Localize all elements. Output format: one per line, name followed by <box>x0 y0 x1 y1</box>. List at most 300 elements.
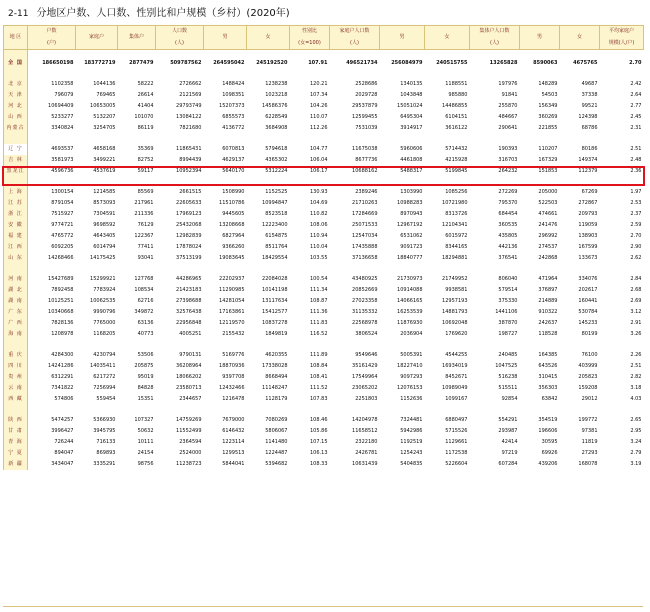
value-cell: 112379 <box>578 168 598 174</box>
header-population: 人口数 <box>156 26 204 38</box>
value-cell: 6217272 <box>93 374 116 380</box>
value-cell: 8970943 <box>400 211 423 217</box>
value-cell: 21423183 <box>176 287 202 293</box>
value-cell: 6228549 <box>265 114 288 120</box>
value-cell: 2.70 <box>629 60 642 66</box>
value-cell: 156349 <box>538 103 558 109</box>
value-cell: 242637 <box>538 320 558 326</box>
value-cell: 9549646 <box>355 352 378 358</box>
value-cell: 133673 <box>578 255 598 261</box>
value-cell: 360535 <box>498 222 518 228</box>
table-row <box>4 79 644 90</box>
value-cell: 85569 <box>137 189 154 195</box>
value-cell: 221855 <box>538 125 558 131</box>
value-cell: 106.04 <box>310 157 328 163</box>
value-cell: 17435888 <box>352 244 378 250</box>
value-cell: 92854 <box>501 396 518 402</box>
value-cell: 6146432 <box>222 428 245 434</box>
region-cell: 广 西 <box>4 318 28 329</box>
value-cell: 245192520 <box>256 60 288 66</box>
header-family-hh: 家庭户 <box>76 26 118 50</box>
value-cell: 14268466 <box>48 255 74 261</box>
value-cell: 5132207 <box>93 114 116 120</box>
value-cell: 7892458 <box>51 287 74 293</box>
value-cell: 5199845 <box>445 168 468 174</box>
value-cell: 97219 <box>501 450 518 456</box>
value-cell: 1849819 <box>265 331 288 337</box>
value-cell: 4537619 <box>93 168 116 174</box>
value-cell: 439206 <box>538 461 558 467</box>
region-cell: 青 海 <box>4 437 28 448</box>
value-cell: 198727 <box>498 331 518 337</box>
region-cell: 宁 夏 <box>4 448 28 459</box>
value-cell: 1129661 <box>445 439 468 445</box>
value-cell: 124398 <box>578 114 598 120</box>
value-cell: 2.65 <box>630 417 642 423</box>
value-cell: 21749952 <box>442 276 468 282</box>
value-cell: 6531062 <box>400 233 423 239</box>
value-cell: 196606 <box>538 428 558 434</box>
value-cell: 7324481 <box>400 417 423 423</box>
value-cell: 199772 <box>578 417 598 423</box>
value-cell: 6827964 <box>222 233 245 239</box>
value-cell: 8344165 <box>445 244 468 250</box>
value-cell: 1.97 <box>630 189 642 195</box>
table-header <box>4 26 644 50</box>
table-row <box>4 296 644 307</box>
value-cell: 2.31 <box>630 125 642 131</box>
value-cell: 30595 <box>541 439 558 445</box>
value-cell: 15412577 <box>262 309 288 315</box>
value-cell: 14281054 <box>219 298 245 304</box>
value-cell: 2.91 <box>630 320 642 326</box>
value-cell: 14586376 <box>262 103 288 109</box>
value-cell: 3254705 <box>93 125 116 131</box>
value-cell: 40773 <box>137 331 154 337</box>
value-cell: 130.93 <box>310 189 328 195</box>
value-cell: 6855573 <box>222 114 245 120</box>
value-cell: 14204978 <box>352 417 378 423</box>
value-cell: 516238 <box>498 374 518 380</box>
value-cell: 4596736 <box>51 168 74 174</box>
value-cell: 3335291 <box>93 461 116 467</box>
value-cell: 24154 <box>137 450 154 456</box>
value-cell: 8994439 <box>179 157 202 163</box>
value-cell: 17284669 <box>352 211 378 217</box>
value-cell: 9091723 <box>400 244 423 250</box>
header-coll-pop-unit: (人) <box>470 38 520 50</box>
value-cell: 108.46 <box>310 417 328 423</box>
value-cell: 1488424 <box>222 81 245 87</box>
value-cell: 1168205 <box>93 331 116 337</box>
value-cell: 5312224 <box>265 168 288 174</box>
value-cell: 16253539 <box>397 309 423 315</box>
value-cell: 1303990 <box>400 189 423 195</box>
value-cell: 15207373 <box>219 103 245 109</box>
value-cell: 5233277 <box>51 114 74 120</box>
value-cell: 164385 <box>538 352 558 358</box>
value-cell: 375330 <box>498 298 518 304</box>
value-cell: 20852669 <box>352 287 378 293</box>
value-cell: 3499221 <box>93 157 116 163</box>
value-cell: 2.82 <box>630 374 642 380</box>
value-cell: 217961 <box>134 200 154 206</box>
value-cell: 104.69 <box>310 200 328 206</box>
header-population-unit: (人) <box>156 38 204 50</box>
table-row <box>4 459 644 470</box>
value-cell: 31135332 <box>352 309 378 315</box>
value-cell: 2.95 <box>630 428 642 434</box>
value-cell: 14241286 <box>48 363 74 369</box>
value-cell: 118528 <box>538 331 558 337</box>
value-cell: 209793 <box>578 211 598 217</box>
value-cell: 1299513 <box>222 450 245 456</box>
value-cell: 190393 <box>470 144 520 155</box>
table-row <box>4 318 644 329</box>
value-cell: 67269 <box>581 189 598 195</box>
value-cell: 100.54 <box>310 276 328 282</box>
region-cell: 福 建 <box>4 231 28 242</box>
value-cell: 25432068 <box>176 222 202 228</box>
value-cell: 2.64 <box>630 92 642 98</box>
table-row <box>4 448 644 459</box>
value-cell: 2.53 <box>630 200 642 206</box>
value-cell: 111.52 <box>310 385 328 391</box>
value-cell: 9097293 <box>400 374 423 380</box>
value-cell: 22605633 <box>176 200 202 206</box>
value-cell: 1152636 <box>400 396 423 402</box>
region-cell: 湖 北 <box>4 285 28 296</box>
value-cell: 2877479 <box>129 60 154 66</box>
value-cell: 13084122 <box>176 114 202 120</box>
group-spacer <box>4 340 644 350</box>
value-cell: 8791054 <box>51 200 74 206</box>
value-cell: 574806 <box>54 396 74 402</box>
value-cell: 205000 <box>538 189 558 195</box>
value-cell: 10111 <box>137 439 154 445</box>
value-cell: 84828 <box>137 385 154 391</box>
table-row <box>4 394 644 405</box>
value-cell: 1172538 <box>445 450 468 456</box>
value-cell: 12223400 <box>262 222 288 228</box>
value-cell: 9366260 <box>222 244 245 250</box>
value-cell: 274537 <box>538 244 558 250</box>
value-cell: 255870 <box>498 103 518 109</box>
value-cell: 5394682 <box>265 461 288 467</box>
value-cell: 16934019 <box>442 363 468 369</box>
value-cell: 5169776 <box>222 352 245 358</box>
value-cell: 18066202 <box>176 374 202 380</box>
value-cell: 3806524 <box>355 331 378 337</box>
value-cell: 559454 <box>96 396 116 402</box>
value-cell: 272867 <box>578 200 598 206</box>
value-cell: 2322180 <box>355 439 378 445</box>
value-cell: 3581973 <box>51 157 74 163</box>
value-cell: 2.36 <box>630 168 642 174</box>
value-cell: 53506 <box>137 352 154 358</box>
value-cell: 104.26 <box>310 103 328 109</box>
value-cell: 25071533 <box>352 222 378 228</box>
value-cell: 1214585 <box>93 189 116 195</box>
value-cell: 159208 <box>578 385 598 391</box>
table-row <box>4 155 644 166</box>
value-cell: 14035411 <box>90 363 116 369</box>
value-cell: 13208668 <box>219 222 245 228</box>
value-cell: 80186 <box>560 144 600 155</box>
value-cell: 167329 <box>538 157 558 163</box>
value-cell: 69926 <box>541 450 558 456</box>
value-cell: 17163861 <box>219 309 245 315</box>
value-cell: 12967192 <box>397 222 423 228</box>
value-cell: 356303 <box>538 385 558 391</box>
value-cell: 8313726 <box>445 211 468 217</box>
value-cell: 10694409 <box>48 103 74 109</box>
value-cell: 138903 <box>578 233 598 239</box>
region-cell: 新 疆 <box>4 459 28 470</box>
region-cell: 山 东 <box>4 253 28 264</box>
value-cell: 107.83 <box>310 396 328 402</box>
value-cell: 167599 <box>578 244 598 250</box>
value-cell: 296992 <box>538 233 558 239</box>
table-row <box>4 415 644 426</box>
value-cell: 76100 <box>581 352 598 358</box>
value-cell: 12119570 <box>219 320 245 326</box>
value-cell: 1441106 <box>495 309 518 315</box>
value-cell: 2251803 <box>355 396 378 402</box>
value-cell: 3434047 <box>51 461 74 467</box>
value-cell: 11865431 <box>156 144 204 155</box>
header-family-pop-unit: (人) <box>330 38 380 50</box>
value-cell: 240515755 <box>436 60 468 66</box>
value-cell: 5960606 <box>380 144 425 155</box>
table-row <box>4 383 644 394</box>
value-cell: 4284300 <box>51 352 74 358</box>
header-region: 地 区 <box>4 26 28 50</box>
value-cell: 13117634 <box>262 298 288 304</box>
value-cell: 80199 <box>581 331 598 337</box>
header-sex-ratio: 性别比 <box>290 26 330 38</box>
value-cell: 3616122 <box>445 125 468 131</box>
value-cell: 1188551 <box>445 81 468 87</box>
value-cell: 806040 <box>498 276 518 282</box>
group-spacer <box>4 50 644 59</box>
value-cell: 1769620 <box>445 331 468 337</box>
region-cell: 湖 南 <box>4 296 28 307</box>
value-cell: 7515927 <box>51 211 74 217</box>
table-row <box>4 187 644 198</box>
value-cell: 76129 <box>137 222 154 228</box>
value-cell: 910322 <box>538 309 558 315</box>
header-households-unit: (户) <box>28 38 76 50</box>
header-family-male: 男 <box>380 26 425 50</box>
value-cell: 1098351 <box>222 92 245 98</box>
region-cell: 山 西 <box>4 112 28 123</box>
value-cell: 1300154 <box>51 189 74 195</box>
value-cell: 484667 <box>498 114 518 120</box>
value-cell: 111.36 <box>310 309 328 315</box>
value-cell: 50632 <box>137 428 154 434</box>
value-cell: 471964 <box>538 276 558 282</box>
value-cell: 14175425 <box>90 255 116 261</box>
region-cell: 天 津 <box>4 90 28 101</box>
value-cell: 1224487 <box>265 450 288 456</box>
value-cell: 1152525 <box>265 189 288 195</box>
value-cell: 607284 <box>498 461 518 467</box>
value-cell: 68786 <box>581 125 598 131</box>
table-row <box>4 123 644 134</box>
value-cell: 5806067 <box>265 428 288 434</box>
value-cell: 2.90 <box>630 244 642 250</box>
value-cell: 3914917 <box>400 125 423 131</box>
value-cell: 211336 <box>134 211 154 217</box>
value-cell: 985880 <box>448 92 468 98</box>
value-cell: 197976 <box>498 81 518 87</box>
value-cell: 2528686 <box>355 81 378 87</box>
value-cell: 1047525 <box>495 363 518 369</box>
region-cell: 上 海 <box>4 187 28 198</box>
value-cell: 376541 <box>498 255 518 261</box>
value-cell: 160441 <box>578 298 598 304</box>
region-cell: 全 国 <box>4 58 28 69</box>
value-cell: 37338 <box>581 92 598 98</box>
value-cell: 869893 <box>96 450 116 456</box>
value-cell: 6015972 <box>445 233 468 239</box>
value-cell: 515511 <box>498 385 518 391</box>
header-family-female: 女 <box>425 26 470 50</box>
value-cell: 376897 <box>538 287 558 293</box>
region-cell: 重 庆 <box>4 350 28 361</box>
value-cell: 3.18 <box>630 385 642 391</box>
value-cell: 7828136 <box>51 320 74 326</box>
value-cell: 29537879 <box>352 103 378 109</box>
value-cell: 2344657 <box>179 396 202 402</box>
value-cell: 2.51 <box>600 144 644 155</box>
value-cell: 18840777 <box>397 255 423 261</box>
value-cell: 2036904 <box>400 331 423 337</box>
value-cell: 21710263 <box>352 200 378 206</box>
value-cell: 1102358 <box>51 81 74 87</box>
value-cell: 12957193 <box>442 298 468 304</box>
value-cell: 264595042 <box>213 60 245 66</box>
value-cell: 10141198 <box>262 287 288 293</box>
value-cell: 35369 <box>118 144 156 155</box>
value-cell: 15299921 <box>90 276 116 282</box>
value-cell: 186650198 <box>42 60 74 66</box>
value-cell: 10952394 <box>176 168 202 174</box>
value-cell: 7679000 <box>222 417 245 423</box>
table-number: 2-11 <box>8 9 29 19</box>
value-cell: 107.34 <box>310 92 328 98</box>
value-cell: 122367 <box>134 233 154 239</box>
value-cell: 10994847 <box>262 200 288 206</box>
value-cell: 86119 <box>137 125 154 131</box>
value-cell: 3945795 <box>93 428 116 434</box>
value-cell: 111.83 <box>310 320 328 326</box>
value-cell: 11552499 <box>176 428 202 434</box>
region-cell: 内蒙古 <box>4 123 28 134</box>
value-cell: 12076153 <box>397 385 423 391</box>
value-cell: 21730973 <box>397 276 423 282</box>
value-cell: 10988283 <box>397 200 423 206</box>
value-cell: 10631439 <box>352 461 378 467</box>
value-cell: 242868 <box>538 255 558 261</box>
value-cell: 7783924 <box>93 287 116 293</box>
value-cell: 8573093 <box>93 200 116 206</box>
value-cell: 18294881 <box>442 255 468 261</box>
value-cell: 8452671 <box>445 374 468 380</box>
table-row <box>4 209 644 220</box>
value-cell: 116.52 <box>310 331 328 337</box>
region-cell: 河 北 <box>4 101 28 112</box>
value-cell: 110.04 <box>310 244 328 250</box>
value-cell: 522503 <box>538 200 558 206</box>
value-cell: 272269 <box>498 189 518 195</box>
value-cell: 1216478 <box>222 396 245 402</box>
region-cell: 吉 林 <box>4 155 28 166</box>
value-cell: 4629137 <box>222 157 245 163</box>
value-cell: 2.70 <box>630 233 642 239</box>
value-cell: 101070 <box>134 114 154 120</box>
value-cell: 12547034 <box>352 233 378 239</box>
group-spacer <box>4 69 644 79</box>
region-cell: 北 京 <box>4 79 28 90</box>
value-cell: 22956848 <box>176 320 202 326</box>
value-cell: 1192519 <box>400 439 423 445</box>
value-cell: 3684908 <box>265 125 288 131</box>
header-coll-male: 男 <box>520 26 560 50</box>
value-cell: 1044136 <box>93 81 116 87</box>
table-row <box>4 307 644 318</box>
value-cell: 58222 <box>137 81 154 87</box>
region-cell: 贵 州 <box>4 372 28 383</box>
table-row <box>4 220 644 231</box>
value-cell: 256084979 <box>391 60 423 66</box>
table-row <box>4 242 644 253</box>
value-cell: 7765000 <box>93 320 116 326</box>
value-cell: 93041 <box>137 255 154 261</box>
value-cell: 43480925 <box>352 276 378 282</box>
value-cell: 4658168 <box>76 144 118 155</box>
value-cell: 442136 <box>498 244 518 250</box>
value-cell: 1141480 <box>265 439 288 445</box>
value-cell: 403999 <box>578 363 598 369</box>
value-cell: 10125251 <box>48 298 74 304</box>
value-cell: 5794618 <box>247 144 290 155</box>
value-cell: 2389246 <box>355 189 378 195</box>
value-cell: 796079 <box>54 92 74 98</box>
value-cell: 111.34 <box>310 287 328 293</box>
value-cell: 7304591 <box>93 211 116 217</box>
value-cell: 9938581 <box>445 287 468 293</box>
value-cell: 11148247 <box>262 385 288 391</box>
value-cell: 1238238 <box>265 81 288 87</box>
header-coll-female: 女 <box>560 26 600 50</box>
value-cell: 530784 <box>578 309 598 315</box>
table-row <box>4 58 644 69</box>
value-cell: 349872 <box>134 309 154 315</box>
value-cell: 1128179 <box>265 396 288 402</box>
value-cell: 8677736 <box>355 157 378 163</box>
header-family-pop: 家庭户人口数 <box>330 26 380 38</box>
value-cell: 37513199 <box>176 255 202 261</box>
value-cell: 334076 <box>578 276 598 282</box>
value-cell: 15427689 <box>48 276 74 282</box>
value-cell: 2.48 <box>630 157 642 163</box>
value-cell: 151853 <box>538 168 558 174</box>
value-cell: 110.07 <box>310 114 328 120</box>
value-cell: 474661 <box>538 211 558 217</box>
value-cell: 3996427 <box>51 428 74 434</box>
